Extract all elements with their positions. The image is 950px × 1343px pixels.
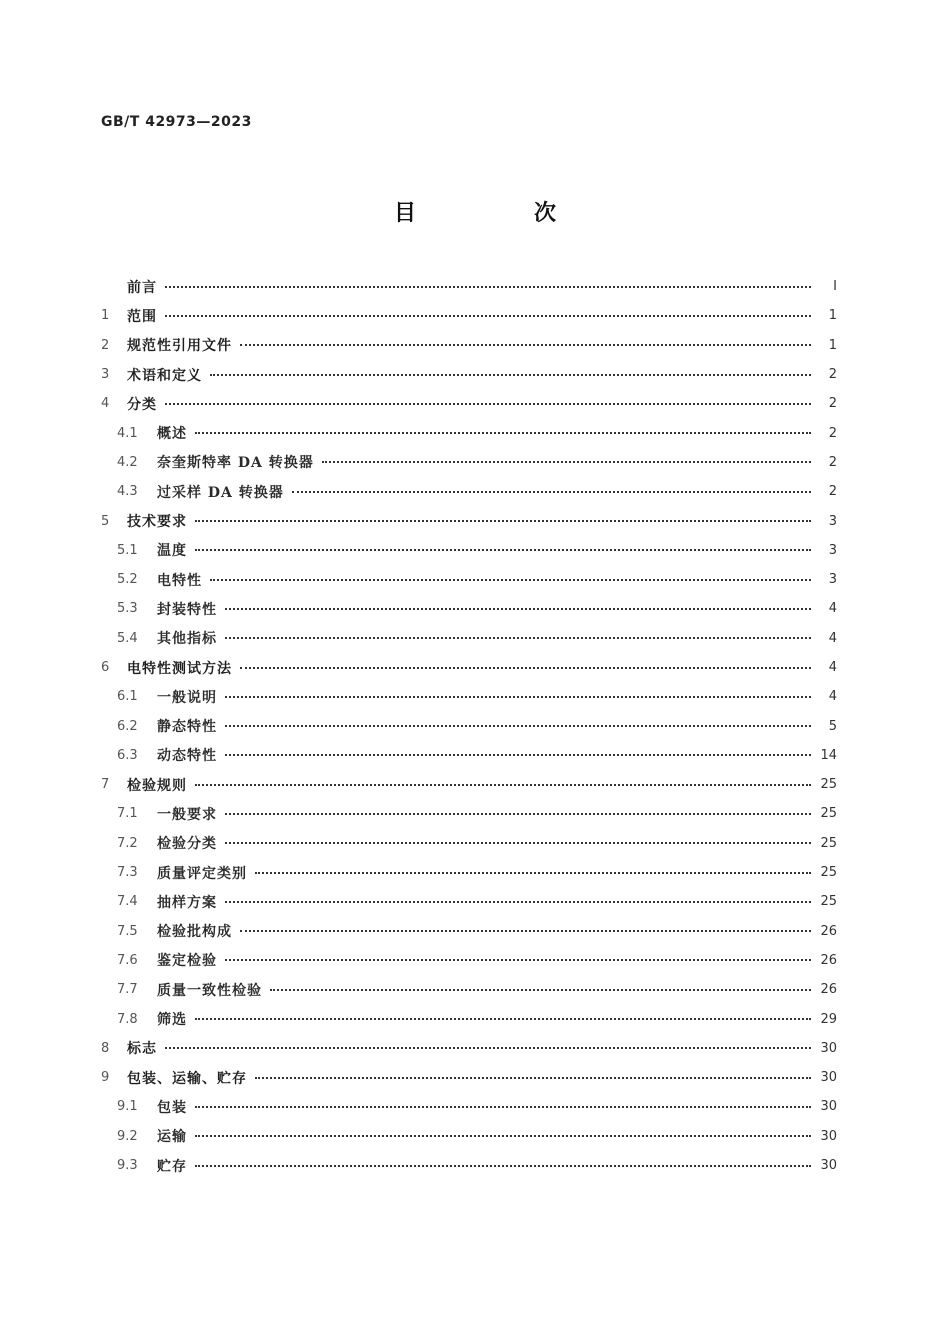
toc-entry-page: 25	[820, 894, 837, 910]
toc-entry[interactable]	[101, 594, 837, 623]
toc-entry-number: 7	[101, 777, 110, 793]
toc-entry-number: 6.3	[117, 747, 138, 763]
toc-entry[interactable]	[101, 1034, 837, 1063]
toc-entry-number: 7.5	[117, 923, 138, 939]
dot-leader	[165, 1047, 811, 1049]
toc-entry-label: 检验规则	[127, 777, 187, 794]
toc-entry-label: 过采样 DA 转换器	[157, 484, 284, 501]
toc-entry-label: 概述	[157, 426, 187, 443]
toc-entry-page: 4	[828, 660, 837, 675]
toc-entry[interactable]	[101, 360, 837, 389]
toc-entry[interactable]	[101, 1092, 837, 1121]
toc-entry-page: 3	[828, 542, 837, 558]
toc-entry[interactable]	[101, 624, 837, 653]
toc-entry[interactable]	[101, 272, 837, 301]
toc-entry[interactable]	[101, 565, 837, 594]
dot-leader	[195, 1018, 811, 1020]
toc-entry-page: 4	[828, 601, 837, 617]
toc-entry-number: 5.3	[117, 601, 138, 617]
toc-entry-number: 7.4	[117, 894, 138, 910]
toc-entry-number: 7.8	[117, 1011, 138, 1027]
toc-entry[interactable]	[101, 946, 837, 975]
toc-entry-page: 4	[828, 689, 837, 705]
toc-entry[interactable]	[101, 506, 837, 535]
toc-entry-page: 30	[820, 1040, 837, 1056]
toc-entry[interactable]	[101, 389, 837, 418]
toc-entry[interactable]	[101, 858, 837, 887]
dot-leader	[195, 784, 811, 786]
toc-entry-page: 26	[820, 982, 837, 998]
toc-entry-label: 运输	[157, 1129, 187, 1146]
toc-entry-number: 9.2	[117, 1128, 138, 1144]
toc-entry-label: 质量一致性检验	[157, 982, 262, 999]
toc-entry-label: 动态特性	[157, 748, 217, 765]
toc-entry-label: 包装、运输、贮存	[127, 1070, 247, 1087]
toc-entry-label: 封装特性	[157, 601, 217, 618]
dot-leader	[240, 930, 811, 932]
toc-entry-page: 26	[820, 923, 837, 939]
toc-entry-label: 其他指标	[157, 631, 217, 648]
toc-entry-label: 包装	[157, 1099, 187, 1116]
toc-entry-page: 2	[828, 396, 837, 412]
toc-entry-label: 检验批构成	[157, 924, 232, 941]
toc-entry-page: 2	[828, 484, 837, 500]
toc-entry[interactable]	[101, 682, 837, 711]
dot-leader	[195, 1165, 811, 1167]
dot-leader	[240, 667, 811, 669]
toc-entry-page: 25	[820, 835, 837, 851]
toc-entry-page: 1	[828, 337, 837, 353]
dot-leader	[292, 491, 811, 493]
toc-entry-page: Ⅰ	[833, 279, 837, 295]
toc-entry[interactable]	[101, 1122, 837, 1151]
toc-entry-page: 30	[820, 1128, 837, 1144]
toc-entry-label: 贮存	[157, 1158, 187, 1175]
dot-leader	[165, 315, 811, 317]
toc-entry[interactable]	[101, 770, 837, 799]
toc-entry[interactable]	[101, 653, 837, 682]
dot-leader	[210, 579, 811, 581]
dot-leader	[225, 959, 811, 961]
toc-entry-number: 6.2	[117, 718, 138, 734]
toc-entry-page: 25	[820, 806, 837, 822]
dot-leader	[240, 344, 811, 346]
toc-entry-page: 1	[828, 308, 837, 324]
toc-entry-label: 抽样方案	[157, 894, 217, 911]
toc-entry[interactable]	[101, 975, 837, 1004]
dot-leader	[225, 901, 811, 903]
toc-entry-label: 一般说明	[157, 689, 217, 706]
toc-entry-page: 4	[828, 630, 837, 646]
toc-entry-page: 30	[820, 1158, 837, 1174]
toc-entry-page: 30	[820, 1070, 837, 1086]
toc-entry-number: 7.1	[117, 806, 138, 822]
dot-leader	[225, 813, 811, 815]
toc-entry-page: 2	[828, 367, 837, 383]
toc-entry-number: 9	[101, 1070, 110, 1086]
dot-leader	[165, 403, 811, 405]
toc-entry-number: 5.2	[117, 572, 138, 588]
dot-leader	[225, 754, 811, 756]
toc-entry-label: 范围	[127, 308, 157, 325]
toc-entry[interactable]	[101, 1151, 837, 1180]
toc-entry-page: 25	[820, 777, 837, 793]
toc-entry[interactable]	[101, 711, 837, 740]
toc-entry-label: 电特性	[157, 572, 202, 589]
toc-entry-number: 9.3	[117, 1158, 138, 1174]
toc-entry-number: 4	[101, 396, 110, 412]
toc-entry[interactable]	[101, 1063, 837, 1092]
toc-entry-page: 3	[828, 572, 837, 588]
toc-entry-number: 4.1	[117, 425, 138, 441]
toc-entry-label: 奈奎斯特率 DA 转换器	[157, 455, 314, 472]
toc-entry-label: 分类	[127, 396, 157, 413]
toc-entry-number: 6	[101, 660, 110, 675]
dot-leader	[255, 1077, 811, 1079]
toc-entry[interactable]	[101, 301, 837, 330]
dot-leader	[195, 549, 811, 551]
page-title: 目 次	[393, 201, 604, 226]
toc-entry-page: 30	[820, 1099, 837, 1115]
toc-entry-number: 5.4	[117, 630, 138, 646]
toc-entry-number: 5.1	[117, 542, 138, 558]
toc-entry[interactable]	[101, 477, 837, 506]
toc-entry-page: 2	[828, 425, 837, 441]
toc-entry-number: 4.3	[117, 484, 138, 500]
dot-leader	[225, 637, 811, 639]
toc-entry[interactable]	[101, 331, 837, 360]
toc-entry-page: 2	[828, 454, 837, 470]
toc-entry-label: 检验分类	[157, 836, 217, 853]
toc-entry-label: 静态特性	[157, 719, 217, 736]
toc-entry-label: 技术要求	[127, 514, 187, 531]
toc-entry[interactable]	[101, 829, 837, 858]
toc-entry-number: 7.6	[117, 952, 138, 968]
toc-entry-label: 一般要求	[157, 806, 217, 823]
dot-leader	[225, 725, 811, 727]
dot-leader	[195, 1106, 811, 1108]
dot-leader	[165, 286, 811, 288]
toc-entry[interactable]	[101, 887, 837, 916]
toc-entry-number: 9.1	[117, 1099, 138, 1115]
toc-entry-label: 标志	[127, 1041, 157, 1058]
dot-leader	[322, 461, 811, 463]
toc-entry-number: 8	[101, 1040, 110, 1056]
toc-entry[interactable]	[101, 741, 837, 770]
toc-entry-number: 7.2	[117, 835, 138, 851]
toc-entry[interactable]	[101, 536, 837, 565]
toc-entry-number: 4.2	[117, 454, 138, 470]
table-of-contents	[101, 272, 837, 1180]
dot-leader	[255, 872, 811, 874]
toc-entry[interactable]	[101, 799, 837, 828]
toc-entry-number: 1	[101, 308, 110, 324]
toc-entry-number: 5	[101, 513, 110, 529]
toc-entry-number: 3	[101, 367, 110, 383]
standard-code: GB/T 42973—2023	[101, 114, 252, 130]
dot-leader	[270, 989, 811, 991]
dot-leader	[225, 696, 811, 698]
toc-entry-number: 2	[101, 337, 110, 353]
toc-entry-label: 术语和定义	[127, 367, 202, 384]
toc-entry-label: 质量评定类别	[157, 865, 247, 882]
toc-entry-page: 3	[828, 513, 837, 529]
toc-entry-page: 14	[820, 747, 837, 763]
toc-entry-number: 7.7	[117, 982, 138, 998]
dot-leader	[225, 608, 811, 610]
toc-entry-page: 25	[820, 865, 837, 881]
toc-entry-page: 5	[828, 718, 837, 734]
toc-entry-page: 26	[820, 952, 837, 968]
toc-entry[interactable]	[101, 448, 837, 477]
dot-leader	[195, 1135, 811, 1137]
toc-entry-number: 7.3	[117, 865, 138, 881]
toc-entry[interactable]	[101, 1004, 837, 1033]
dot-leader	[225, 842, 811, 844]
dot-leader	[195, 520, 811, 522]
dot-leader	[210, 374, 811, 376]
toc-entry-label: 温度	[157, 543, 187, 560]
toc-entry-number: 6.1	[117, 689, 138, 705]
toc-entry[interactable]	[101, 418, 837, 447]
toc-entry-label: 鉴定检验	[157, 953, 217, 970]
toc-entry-label: 电特性测试方法	[127, 660, 232, 677]
toc-entry-page: 29	[820, 1011, 837, 1027]
toc-entry-label: 筛选	[157, 1012, 187, 1029]
dot-leader	[195, 432, 811, 434]
toc-entry[interactable]	[101, 917, 837, 946]
toc-entry-label: 前言	[127, 279, 157, 296]
toc-entry-label: 规范性引用文件	[127, 338, 232, 355]
